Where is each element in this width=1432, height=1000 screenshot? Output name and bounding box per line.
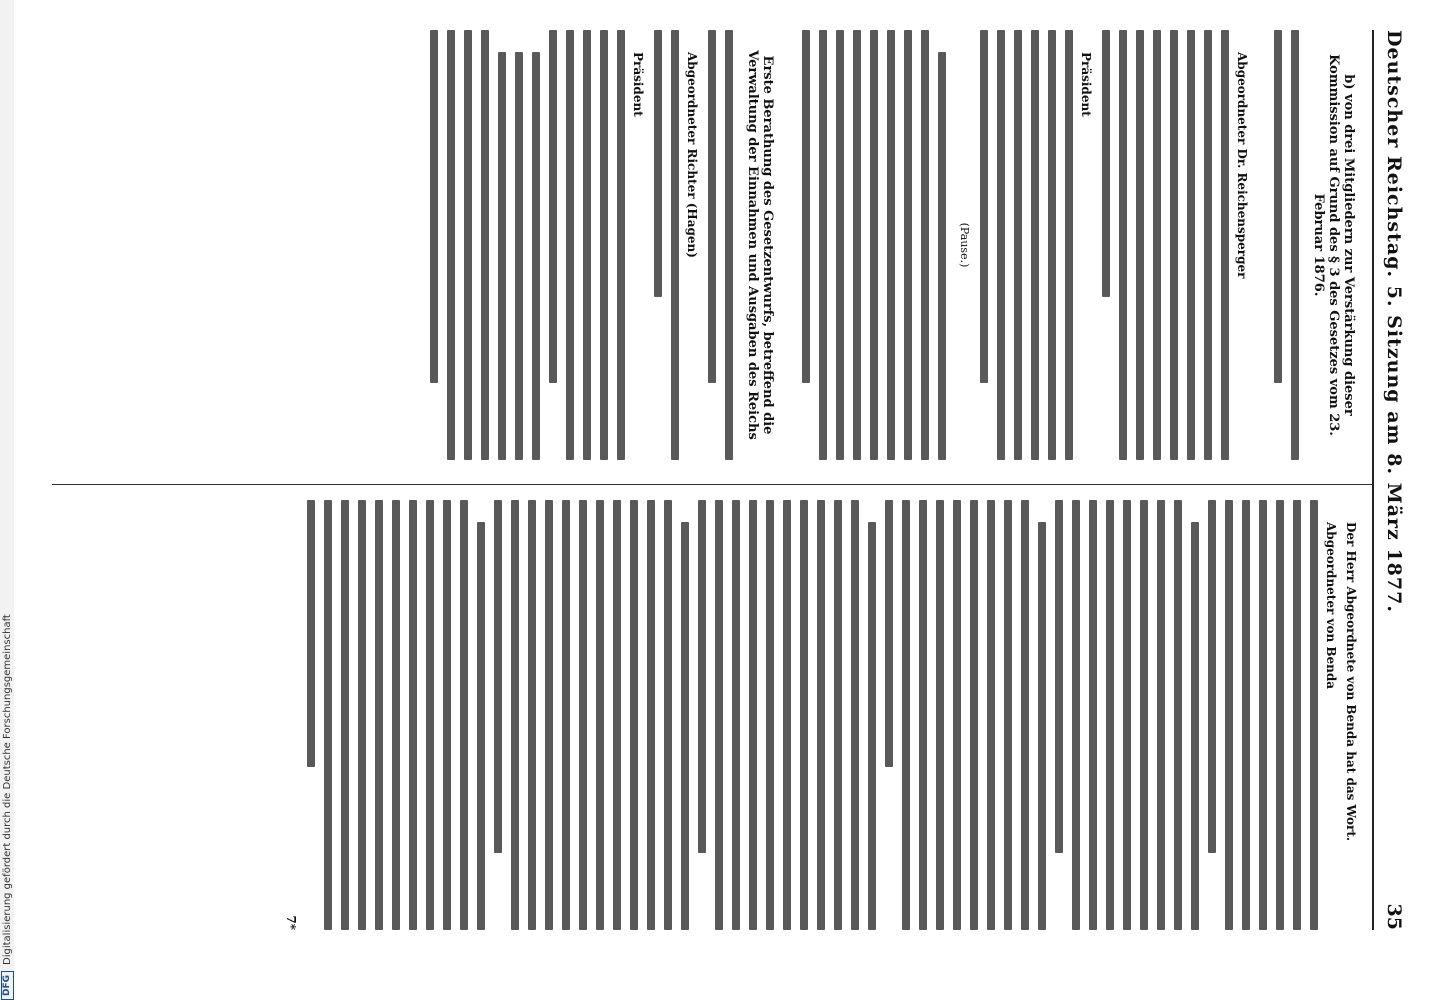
text-line (698, 500, 706, 853)
text-line (460, 500, 468, 930)
text-line (630, 500, 638, 930)
text-line (1187, 30, 1195, 460)
text-line (324, 500, 332, 930)
footer-text-row (1, 40, 14, 1000)
text-line (1208, 500, 1216, 853)
speaker-name: Abgeordneter Dr. Reichensperger (1235, 52, 1249, 279)
text-line (1174, 500, 1182, 930)
text-line (1259, 500, 1267, 930)
text-line (341, 500, 349, 930)
text-line (1102, 30, 1110, 297)
text-line (1004, 500, 1012, 930)
text-line (885, 500, 893, 767)
text-line (1119, 30, 1127, 460)
text-line (987, 500, 995, 930)
text-line (515, 52, 523, 460)
text-line (617, 30, 625, 460)
text-line (528, 500, 536, 930)
text-line (583, 30, 591, 460)
text-line (1014, 30, 1022, 460)
speaker-name: Abgeordneter von Benda (1324, 522, 1338, 690)
text-line (1204, 30, 1212, 460)
text-line (464, 30, 472, 460)
text-line (532, 52, 540, 460)
text-line (613, 500, 621, 930)
text-line (562, 500, 570, 930)
page-title: Deutscher Reichstag. 5. Sitzung am 8. März 1877. (1383, 30, 1405, 613)
text-line (870, 30, 878, 460)
text-line (426, 500, 434, 930)
text-line (647, 500, 655, 930)
text-line (579, 500, 587, 930)
right-column (62, 500, 1362, 930)
text-line (921, 30, 929, 460)
text-line (1140, 500, 1148, 930)
text-line (664, 500, 672, 930)
speaker-name: Der Herr Abgeordnete von Benda hat das Wort. (1344, 522, 1358, 842)
text-line (938, 52, 946, 460)
footer-credit: Digitalisierung gefördert durch die Deutsche Forschungsgemeinschaft (2, 614, 13, 965)
page-header (1372, 30, 1414, 930)
text-line (725, 30, 733, 460)
text-line (1123, 500, 1131, 930)
text-line (783, 500, 791, 930)
text-line (732, 500, 740, 930)
text-line (836, 30, 844, 460)
text-line (1170, 30, 1178, 460)
text-line (409, 500, 417, 930)
text-line (1310, 500, 1318, 930)
text-line (904, 30, 912, 460)
text-line (671, 30, 679, 460)
text-line (1106, 500, 1114, 930)
text-line (1089, 500, 1097, 930)
text-line (1191, 522, 1199, 930)
text-line (477, 522, 485, 930)
text-line (853, 30, 861, 460)
text-line (802, 30, 810, 383)
text-line (749, 500, 757, 930)
text-line (481, 30, 489, 460)
text-line (819, 30, 827, 460)
dfg-logo-icon: DFG (1, 971, 14, 1000)
text-line (1276, 500, 1284, 930)
text-line (358, 500, 366, 930)
text-line (1274, 30, 1282, 383)
text-line (1221, 30, 1229, 460)
text-line (549, 30, 557, 383)
text-line (1038, 522, 1046, 930)
text-line (392, 500, 400, 930)
speaker-name: Präsident (631, 52, 645, 117)
text-line (600, 30, 608, 460)
text-line (851, 500, 859, 930)
text-line (1065, 30, 1073, 460)
speaker-name: Abgeordneter Richter (Hagen) (685, 52, 699, 258)
text-line (447, 30, 455, 460)
text-line (1055, 500, 1063, 853)
text-line (953, 500, 961, 930)
text-line (1291, 30, 1299, 460)
text-line (902, 500, 910, 930)
text-line (715, 500, 723, 930)
text-line (936, 500, 944, 930)
text-line (997, 30, 1005, 460)
column-divider (52, 484, 1372, 485)
text-line (817, 500, 825, 930)
text-line (375, 500, 383, 930)
text-line (596, 500, 604, 930)
text-line (1157, 500, 1165, 930)
text-line (681, 522, 689, 930)
text-line (980, 30, 988, 383)
page-number: 35 (1383, 903, 1405, 930)
text-line (1021, 500, 1029, 930)
left-column (62, 30, 1362, 460)
text-line (1293, 500, 1301, 930)
pause-note: (Pause.) (958, 222, 971, 268)
section-heading: b) von drei Mitgliedern zur Verstärkung dieser Kommission auf Grund des § 3 des Gesetzes vom 23. Februar 1876. (1311, 54, 1356, 436)
text-line (511, 500, 519, 930)
text-line (545, 500, 553, 930)
text-line (834, 500, 842, 930)
text-line (919, 500, 927, 930)
text-line (307, 500, 315, 767)
text-line (498, 52, 506, 460)
text-line (970, 500, 978, 930)
text-line (1225, 500, 1233, 930)
text-line (766, 500, 774, 930)
agenda-heading: Erste Berathung des Gesetzentwurfs, betreffend die Verwaltung der Einnahmen und Ausgaben des Reichs (745, 50, 775, 440)
text-line (708, 30, 716, 383)
text-line (887, 30, 895, 460)
text-line (868, 522, 876, 930)
speaker-name: Präsident (1079, 52, 1093, 117)
text-line (1242, 500, 1250, 930)
text-line (800, 500, 808, 930)
text-line (494, 500, 502, 853)
text-line (1072, 500, 1080, 930)
text-line (1153, 30, 1161, 460)
text-line (1136, 30, 1144, 460)
rotated-document-page (12, 0, 1432, 960)
text-line (1031, 30, 1039, 460)
text-line (1048, 30, 1056, 460)
digitization-footer (0, 0, 14, 1000)
signature-mark: 7* (284, 915, 298, 930)
text-line (443, 500, 451, 930)
text-line (654, 30, 662, 297)
text-line (430, 30, 438, 383)
text-line (566, 30, 574, 460)
